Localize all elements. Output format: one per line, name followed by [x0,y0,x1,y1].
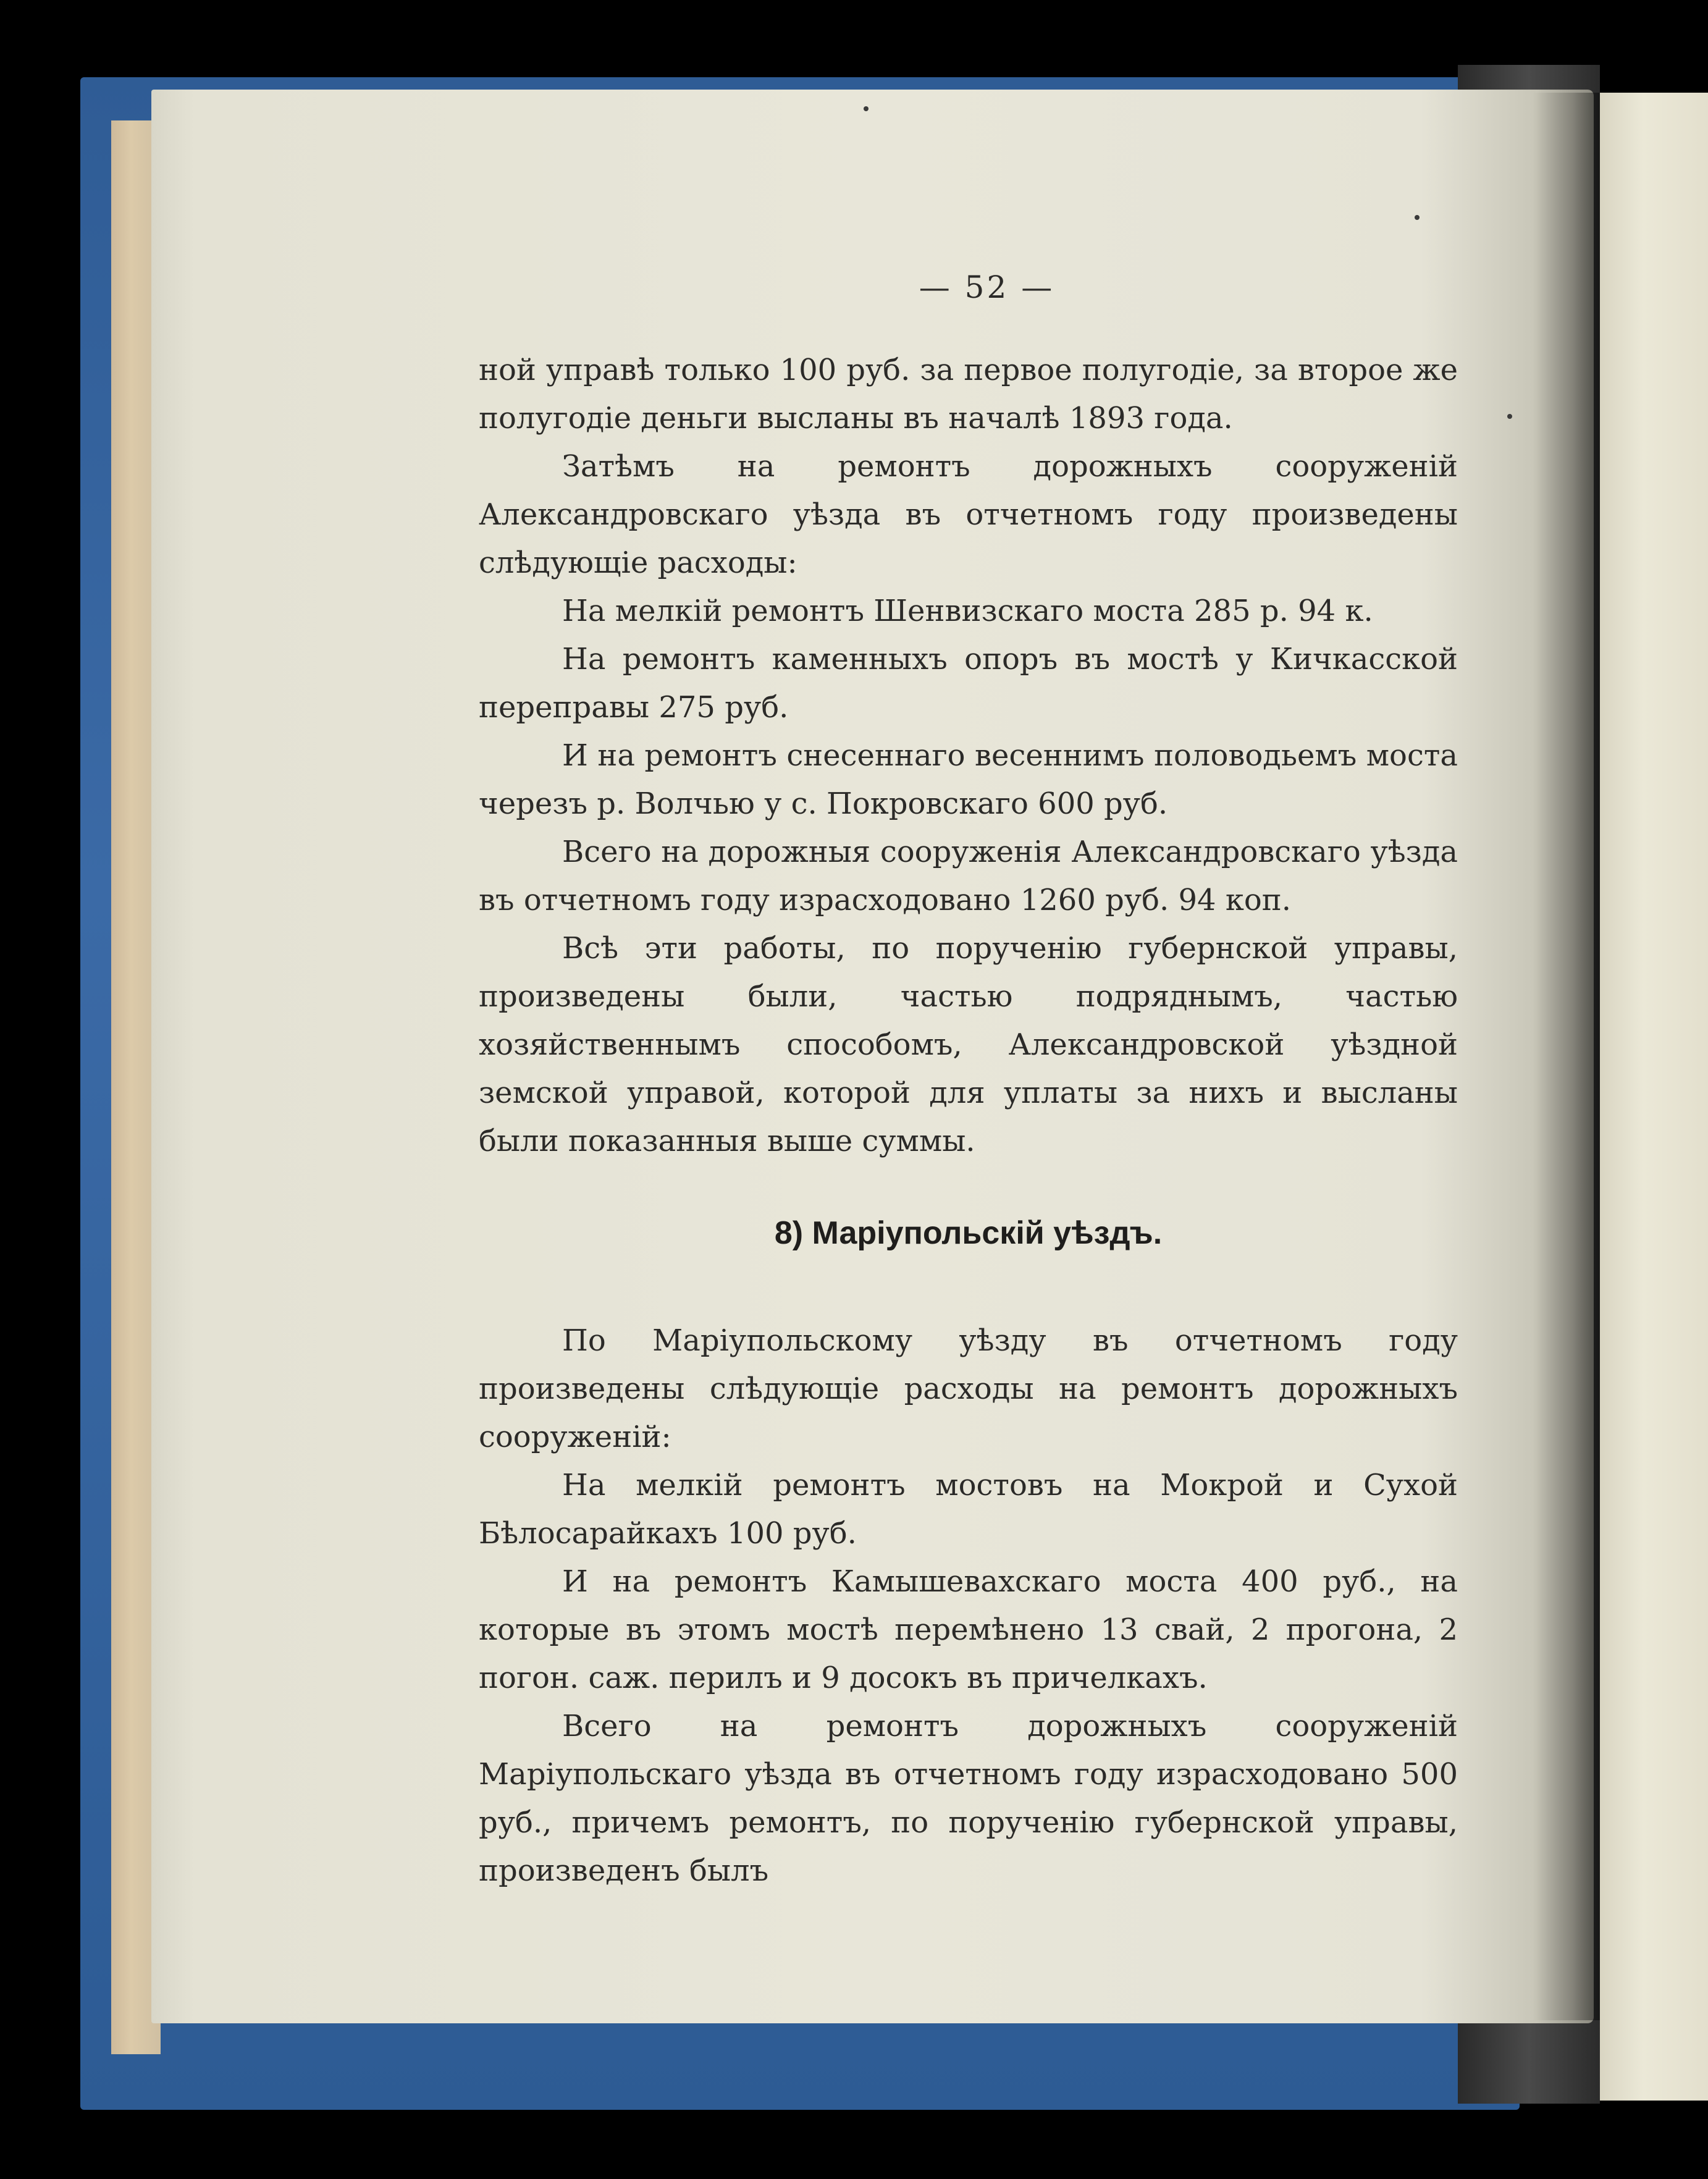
dust-mark [864,106,869,111]
paragraph: И на ремонтъ Камышевахскаго моста 400 руб., на которые въ этомъ мостѣ перемѣнено 13 свай, 2 прогона, 2 погон. саж. перилъ и 9 досокъ въ причелкахъ. [479,1564,1458,1695]
paragraph: По Маріупольскому уѣзду въ отчетномъ году произведены слѣдующіе расходы на ремонтъ дорожныхъ сооруженій: [479,1323,1458,1454]
paragraph: ной управѣ только 100 руб. за первое полугодіе, за второе же полугодіе деньги высланы въ началѣ 1893 года. [479,353,1458,436]
paragraph: На мелкій ремонтъ Шенвизскаго моста 285 р. 94 к. [562,594,1373,628]
page-number: — 52 — [919,269,1055,305]
section-heading: 8) Маріупольскій уѣздъ. [774,1215,1163,1251]
paragraph: Всѣ эти работы, по порученію губернской управы, произведены были, частью подряднымъ, частью хозяйственнымъ способомъ, Александровской уѣздной земской управой, которой для уплаты за нихъ и высланы были показанныя выше суммы. [479,931,1458,1158]
paragraph: И на ремонтъ снесеннаго весеннимъ половодьемъ моста черезъ р. Волчью у с. Покровскаго 600 руб. [479,738,1458,821]
gutter-shadow [1532,93,1600,2020]
next-page-edge [1600,93,1708,2101]
paragraph: Затѣмъ на ремонтъ дорожныхъ сооруженій Александровскаго уѣзда въ отчетномъ году произведены слѣдующіе расходы: [479,449,1458,580]
paragraph: На ремонтъ каменныхъ опоръ въ мостѣ у Кичкасской переправы 275 руб. [479,642,1458,725]
dust-mark [1415,215,1420,220]
dust-mark [1507,414,1512,419]
paragraph: Всего на дорожныя сооруженія Александровскаго уѣзда въ отчетномъ году израсходовано 1260 руб. 94 коп. [479,835,1458,917]
paragraph: На мелкій ремонтъ мостовъ на Мокрой и Сухой Бѣлосарайкахъ 100 руб. [479,1468,1458,1551]
paragraph: Всего на ремонтъ дорожныхъ сооруженій Маріупольскаго уѣзда въ отчетномъ году израсходовано 500 руб., причемъ ремонтъ, по порученію губернской управы, произведенъ былъ [479,1709,1458,1888]
page-text [479,266,1458,1895]
